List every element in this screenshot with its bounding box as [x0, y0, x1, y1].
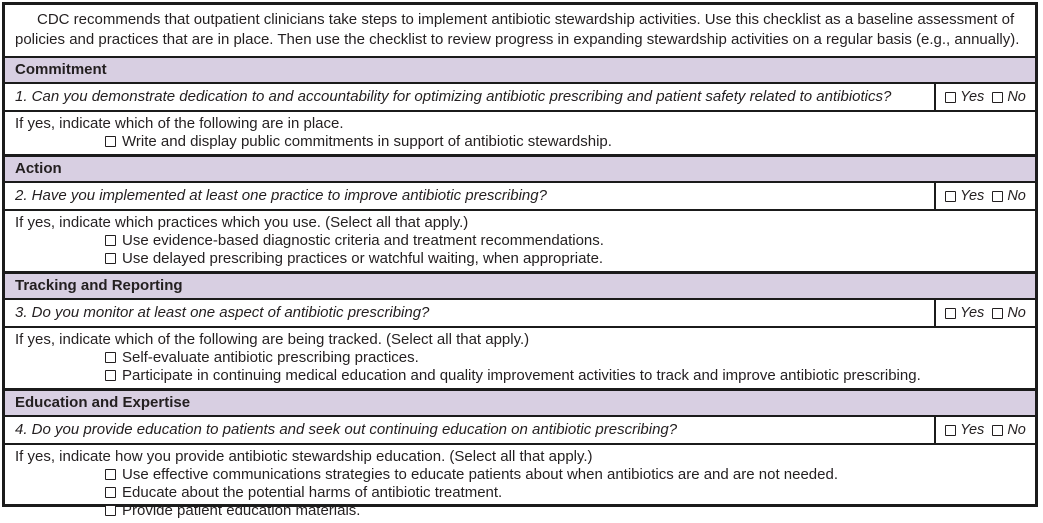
yes-label: Yes — [960, 305, 985, 321]
item-checkbox-icon[interactable] — [105, 487, 116, 498]
checklist-item-label: Participate in continuing medical education and quality improvement activities to track and improve antibiotic prescribing. — [122, 367, 921, 384]
section-header-label: Education and Expertise — [15, 394, 191, 411]
item-checkbox-icon[interactable] — [105, 235, 116, 246]
no-label: No — [1007, 422, 1026, 438]
question-text-1: 1. Can you demonstrate dedication to and accountability for optimizing antibiotic prescribing and patient safety related to antibiotics? — [15, 88, 892, 105]
no-label: No — [1007, 89, 1026, 105]
item-checkbox-icon[interactable] — [105, 136, 116, 147]
question-text-2: 2. Have you implemented at least one practice to improve antibiotic prescribing? — [15, 187, 547, 204]
checklist-item — [15, 133, 1025, 151]
section-header-commitment — [5, 58, 1035, 84]
yes-label: Yes — [960, 422, 985, 438]
yes-label: Yes — [960, 89, 985, 105]
question-row-3 — [5, 300, 1035, 328]
yes-checkbox-icon[interactable] — [945, 92, 956, 103]
item-checkbox-icon[interactable] — [105, 253, 116, 264]
checklist-item-label: Provide patient education materials. — [122, 502, 361, 519]
yes-label: Yes — [960, 188, 985, 204]
no-checkbox-icon[interactable] — [992, 308, 1003, 319]
section-header-label: Tracking and Reporting — [15, 277, 183, 294]
item-checkbox-icon[interactable] — [105, 469, 116, 480]
ifyes-row-2 — [5, 211, 1035, 274]
yes-no-cell-3 — [934, 300, 1035, 326]
yes-no-cell-4 — [934, 417, 1035, 443]
ifyes-note-3: If yes, indicate which of the following are being tracked. (Select all that apply.) — [15, 331, 530, 348]
item-checkbox-icon[interactable] — [105, 352, 116, 363]
checklist-item — [15, 466, 1025, 484]
ifyes-note-1: If yes, indicate which of the following are in place. — [15, 115, 344, 132]
question-row-1 — [5, 84, 1035, 112]
no-checkbox-icon[interactable] — [992, 191, 1003, 202]
checklist-item-label: Use evidence-based diagnostic criteria and treatment recommendations. — [122, 232, 604, 249]
checklist-item — [15, 484, 1025, 502]
intro-paragraph: CDC recommends that outpatient clinicians take steps to implement antibiotic stewardship activities. Use this checklist as a baseline assessment of policies and practices that are in place. Then use the checklist to review progress in expanding stewardship activities on a regular basis (e.g., annually). — [15, 11, 1020, 48]
ifyes-row-1 — [5, 112, 1035, 157]
no-checkbox-icon[interactable] — [992, 425, 1003, 436]
no-label: No — [1007, 305, 1026, 321]
intro-row — [5, 5, 1035, 58]
ifyes-note-4: If yes, indicate how you provide antibiotic stewardship education. (Select all that apply.) — [15, 448, 593, 465]
checklist-item — [15, 232, 1025, 250]
no-label: No — [1007, 188, 1026, 204]
checklist-item-label: Self-evaluate antibiotic prescribing practices. — [122, 349, 419, 366]
question-text-4: 4. Do you provide education to patients and seek out continuing education on antibiotic prescribing? — [15, 421, 678, 438]
checklist-item — [15, 250, 1025, 268]
question-row-4 — [5, 417, 1035, 445]
checklist-item — [15, 367, 1025, 385]
checklist-item-label: Use delayed prescribing practices or watchful waiting, when appropriate. — [122, 250, 604, 267]
checklist-item-label: Educate about the potential harms of antibiotic treatment. — [122, 484, 503, 501]
checklist-item-label: Use effective communications strategies to educate patients about when antibiotics are and are not needed. — [122, 466, 839, 483]
ifyes-row-4 — [5, 445, 1035, 523]
yes-checkbox-icon[interactable] — [945, 308, 956, 319]
question-row-2 — [5, 183, 1035, 211]
checklist-item-label: Write and display public commitments in support of antibiotic stewardship. — [122, 133, 612, 150]
section-header-label: Action — [15, 160, 62, 177]
yes-no-cell-1 — [934, 84, 1035, 110]
checklist-item — [15, 349, 1025, 367]
no-checkbox-icon[interactable] — [992, 92, 1003, 103]
ifyes-note-2: If yes, indicate which practices which you use. (Select all that apply.) — [15, 214, 469, 231]
yes-checkbox-icon[interactable] — [945, 191, 956, 202]
checklist-table — [2, 2, 1038, 519]
yes-no-cell-2 — [934, 183, 1035, 209]
checklist-item — [15, 502, 1025, 520]
section-header-tracking-and-reporting — [5, 274, 1035, 300]
section-header-label: Commitment — [15, 61, 107, 78]
item-checkbox-icon[interactable] — [105, 370, 116, 381]
item-checkbox-icon[interactable] — [105, 505, 116, 516]
section-header-action — [5, 157, 1035, 183]
ifyes-row-3 — [5, 328, 1035, 391]
question-text-3: 3. Do you monitor at least one aspect of antibiotic prescribing? — [15, 304, 430, 321]
yes-checkbox-icon[interactable] — [945, 425, 956, 436]
section-header-education-and-expertise — [5, 391, 1035, 417]
